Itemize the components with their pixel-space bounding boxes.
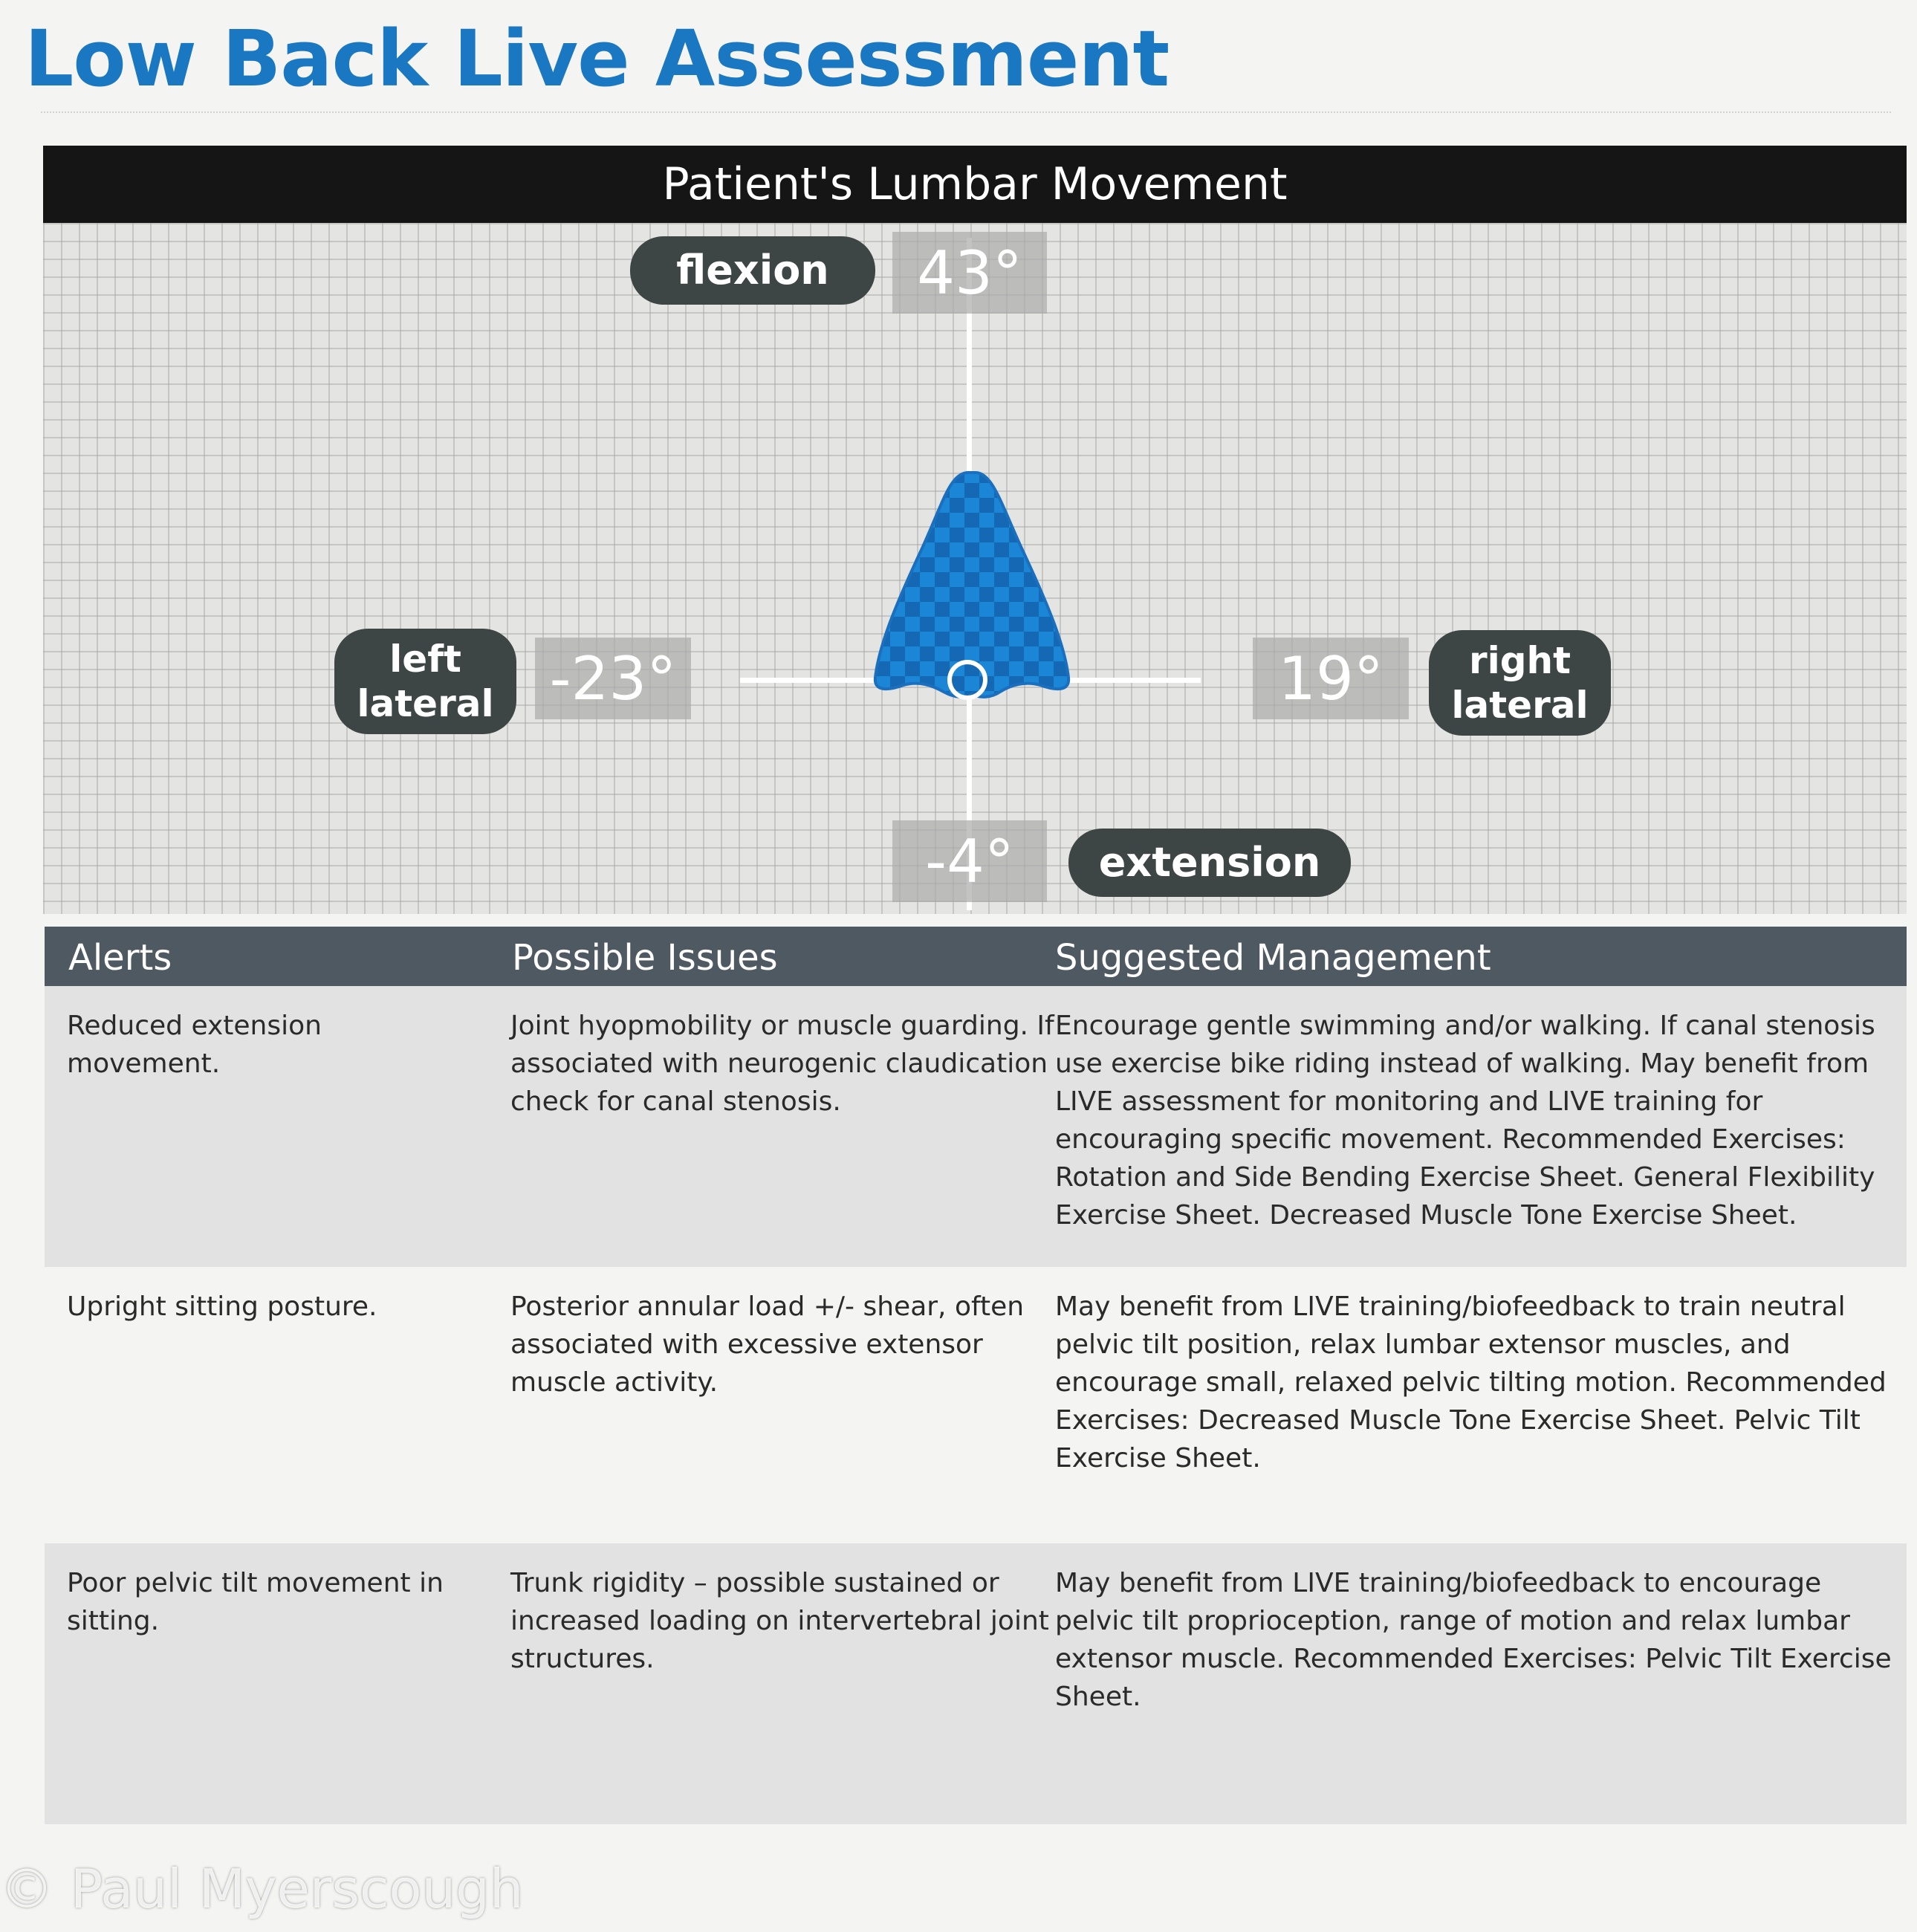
title-divider [41, 111, 1891, 113]
issues-cell: Trunk rigidity – possible sustained or increased loading on intervertebral joint structures. [510, 1568, 1049, 1674]
page-title: Low Back Live Assessment [25, 13, 1170, 104]
right-lateral-line2: lateral [1451, 684, 1589, 727]
flexion-label-text: flexion [676, 246, 829, 294]
copyright-watermark: © Paul Myerscough [0, 1858, 524, 1920]
management-cell: May benefit from LIVE training/biofeedback to train neutral pelvic tilt position, relax lumbar extensor muscles, and encourage small, relaxed pelvic tilting motion. Recommended Exercises: Decreased Muscle Tone Exercise Sheet. Pelvic Tilt Exercise Sheet. [1055, 1291, 1887, 1474]
movement-range-shape [860, 468, 1083, 713]
flexion-value: 43° [892, 232, 1047, 314]
right-lateral-label [1429, 630, 1611, 736]
movement-panel-heading: Patient's Lumbar Movement [43, 146, 1907, 223]
issues-cell: Posterior annular load +/- shear, often associated with excessive extensor muscle activity. [510, 1291, 1025, 1398]
table-row [45, 986, 1907, 1267]
extension-value: -4° [892, 820, 1047, 902]
table-row [45, 1267, 1907, 1543]
alert-cell: Reduced extension movement. [67, 1011, 322, 1079]
header-possible-issues: Possible Issues [512, 937, 778, 979]
issues-cell: Joint hyopmobility or muscle guarding. If associated with neurogenic claudication check for canal stenosis. [510, 1011, 1054, 1117]
flexion-label [630, 236, 875, 305]
table-header [45, 927, 1907, 986]
alert-cell: Upright sitting posture. [67, 1291, 377, 1322]
management-cell: Encourage gentle swimming and/or walking. If canal stenosis use exercise bike riding instead of walking. May benefit from LIVE assessment for monitoring and LIVE training for encouraging specific movement. Recommended Exercises: Rotation and Side Bending Exercise Sheet. General Flexibility Exercise Sheet. Decreased Muscle Tone Exercise Sheet. [1055, 1011, 1875, 1231]
right-lateral-value: 19° [1253, 638, 1409, 719]
right-lateral-line1: right [1468, 639, 1571, 682]
left-lateral-line2: lateral [357, 682, 494, 725]
extension-label-text: extension [1098, 838, 1321, 886]
movement-chart [43, 223, 1907, 914]
left-lateral-label [334, 629, 516, 734]
extension-label [1068, 829, 1351, 897]
table-row [45, 1543, 1907, 1824]
management-cell: May benefit from LIVE training/biofeedback to encourage pelvic tilt proprioception, range of motion and relax lumbar extensor muscle. Recommended Exercises: Pelvic Tilt Exercise Sheet. [1055, 1568, 1892, 1712]
left-lateral-value: -23° [535, 638, 691, 719]
alert-cell: Poor pelvic tilt movement in sitting. [67, 1568, 444, 1636]
header-suggested-management: Suggested Management [1055, 937, 1491, 979]
left-lateral-line1: left [389, 638, 461, 681]
header-alerts: Alerts [68, 937, 172, 979]
